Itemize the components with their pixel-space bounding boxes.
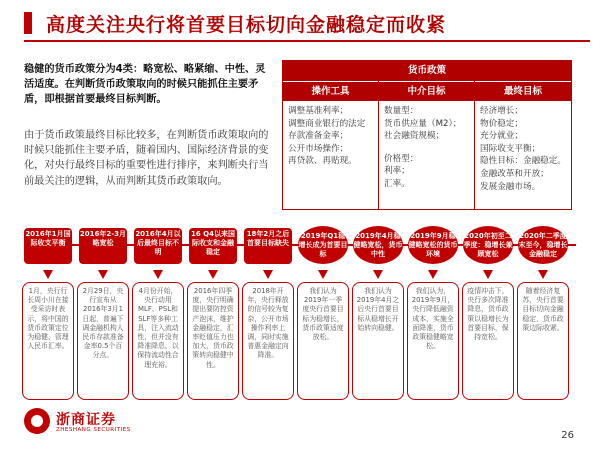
policy-col-header: 中介目标 <box>379 81 474 101</box>
policy-col-tools <box>283 81 379 209</box>
policy-col-body <box>379 101 474 195</box>
timeline-box: 2016年四季度，央行明确提出要防控资产泡沫，维护金融稳定，汇率贬值压力也加大，货币政策转向稳健中性。 <box>187 282 239 400</box>
timeline-box: 我们认为2019年一季度央行首要目标为稳增长，货币政策适度放松。 <box>297 282 349 400</box>
policy-line: 数量型： <box>384 106 419 116</box>
policy-col-body <box>283 101 378 172</box>
down-arrow-icon <box>538 270 548 279</box>
policy-gap <box>384 143 469 153</box>
down-arrow-icon <box>428 270 438 279</box>
policy-line: 经济增长； <box>480 106 523 116</box>
policy-line: 发展金融市场。 <box>480 181 541 192</box>
policy-line: 调整商业银行的法定存款准备金率； <box>288 118 366 142</box>
policy-col-final <box>475 81 571 209</box>
policy-line: 国际收支平衡； <box>480 143 541 154</box>
policy-line: 汇率。 <box>384 178 410 189</box>
lead-paragraph: 稳健的货币政策分为4类：略宽松、略紧缩、中性、灵活适度。在判断货币政策取向的时候只能抓住主要矛盾，即根据首要最终目标判断。 <box>24 64 266 105</box>
policy-line: 价格型： <box>384 153 419 164</box>
timeline-box: 随着经济复苏，央行首要目标切向金融稳定，货币政策边际收紧。 <box>517 282 569 400</box>
down-arrow-icon <box>373 270 383 279</box>
policy-line: 社会融资规模； <box>384 131 445 142</box>
down-arrow-icon <box>98 270 108 279</box>
page-number: 26 <box>561 430 574 441</box>
title-divider <box>24 40 590 42</box>
down-arrow-icon <box>153 270 163 279</box>
timeline-head: 2019年9月稳健略宽松的货币环境 <box>408 226 458 264</box>
timeline-box: 1月，央行行长周小川在接受采访时表示，将中国的货币政策定位为稳健，管理人民币汇率。 <box>22 282 74 400</box>
policy-table-header: 货币政策 <box>283 61 571 81</box>
policy-line: 充分就业； <box>480 131 523 142</box>
timeline-box: 我们认为2019年4月之后央行首要目标从稳增长开始转向稳健。 <box>352 282 404 400</box>
timeline-head: 2016年1月国际收支平衡 <box>24 228 72 264</box>
company-logo <box>24 406 174 440</box>
timeline-head: 2016年2-3月略宽松 <box>79 228 127 264</box>
policy-col-body <box>475 101 571 197</box>
down-arrow-icon <box>483 270 493 279</box>
timeline-head: 2016年4月以后最终目标不明 <box>134 228 182 264</box>
policy-line: 调整基准利率； <box>288 106 349 116</box>
timeline-head: 2020年二季度末至今，稳增长金融稳定 <box>518 226 568 264</box>
policy-col-header: 操作工具 <box>283 81 378 101</box>
logo-icon <box>24 408 50 434</box>
timeline-head: 18年2月之后首要目标缺失 <box>244 228 292 264</box>
timeline-box: 疫情冲击下，央行多次降准降息，货币政策以稳增长为首要目标，保持宽松。 <box>462 282 514 400</box>
logo-text: 浙商证券 <box>56 412 116 428</box>
policy-table <box>282 60 572 210</box>
timeline-head: 16 Q4以来国际收支和金融稳定 <box>189 228 237 264</box>
title-bar <box>0 0 600 46</box>
slide-title: 高度关注央行将首要目标切向金融稳定而收紧 <box>46 14 447 36</box>
down-arrow-icon <box>208 270 218 279</box>
body-paragraph: 由于货币政策最终目标比较多，在判断货币政策取向的时候只能抓住主要矛盾，随着国内、国际经济背景的变化，对央行最终目标的重要性进行排序，来判断央行当前最关注的逻辑，从而判断其货币政策取向。 <box>24 130 269 187</box>
logo-subtext: ZHESHANG SECURITIES <box>56 427 131 433</box>
timeline-box: 2018年开年，央行释放的信号较为复杂，公开市场操作利率上调，同时实施普惠金融定向降准。 <box>242 282 294 400</box>
policy-line: 物价稳定； <box>480 118 523 129</box>
timeline-box: 2月29日，央行宣布从2016年3月1日起，普遍下调金融机构人民币存款准备金率0.5个百分点。 <box>77 282 129 400</box>
timeline-head: 2019年Q1稳增长成为首要目标 <box>298 226 348 264</box>
policy-line: 公开市场操作； <box>288 143 349 154</box>
title-accent-bar <box>24 12 32 34</box>
timeline-head: 2019年4月稳健略宽松，货币中性 <box>353 226 403 264</box>
timeline-head: 2020年初至二季度：稳增长兼顾宽松 <box>463 226 513 264</box>
down-arrow-icon <box>43 270 53 279</box>
policy-line: 利率； <box>384 166 410 177</box>
down-arrow-icon <box>318 270 328 279</box>
policy-line: 金融改革和开放； <box>480 168 549 179</box>
policy-line: 再贷款、再贴现。 <box>288 156 357 167</box>
policy-line: 隐性目标：金融稳定。 <box>480 156 566 167</box>
policy-col-header: 最终目标 <box>475 81 571 101</box>
policy-line: 货币供应量（M2）； <box>384 118 462 129</box>
timeline-box: 我们认为，2019年9月，央行降低融资成本，实施全面降准，货币政策稳健略宽松。 <box>407 282 459 400</box>
down-arrow-icon <box>263 270 273 279</box>
policy-col-intermediate <box>379 81 475 209</box>
timeline-box: 4月份开始，央行动用MLF、PSL和SLF等多种工具，注入流动性，但并没有降准降息，以保持流动性合理充裕。 <box>132 282 184 400</box>
